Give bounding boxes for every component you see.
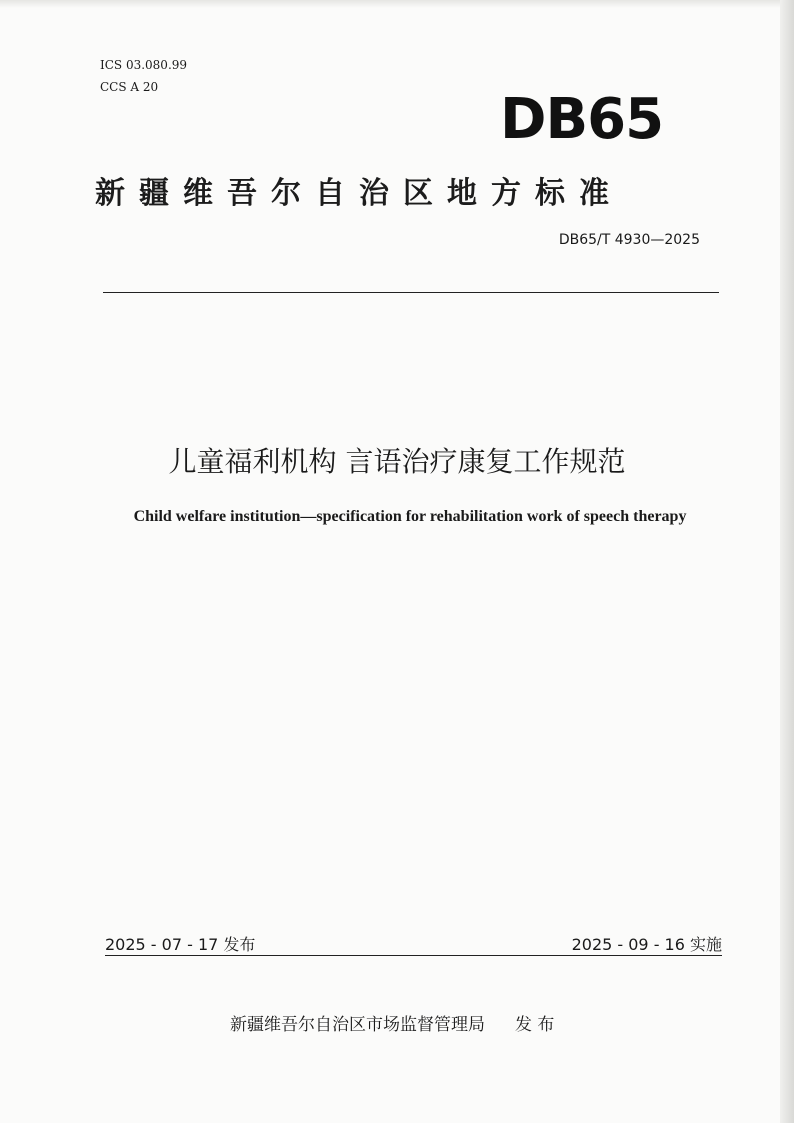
ccs-code: CCS A 20 [100,80,159,94]
scan-edge-right [780,0,794,1123]
issuer-name: 新疆维吾尔自治区市场监督管理局 [230,1015,485,1035]
standard-number: DB65/T 4930—2025 [558,232,700,248]
scan-edge-top [0,0,794,8]
title-chinese: 儿童福利机构 言语治疗康复工作规范 [168,445,626,478]
implementation-date: 2025 - 09 - 16 实施 [571,935,722,954]
ics-code: ICS 03.080.99 [100,58,188,72]
issuer-line [230,1010,554,1035]
issue-date: 2025 - 07 - 17 发布 [105,935,256,954]
title-english: Child welfare institution—specification for rehabilitation work of speech therapy [133,508,687,525]
issuer-action: 发 布 [515,1015,555,1035]
standard-type: 新疆维吾尔自治区地方标准 [95,176,623,211]
top-divider [103,292,719,293]
bottom-divider [105,955,722,956]
db-logo: DB65 [500,87,664,152]
